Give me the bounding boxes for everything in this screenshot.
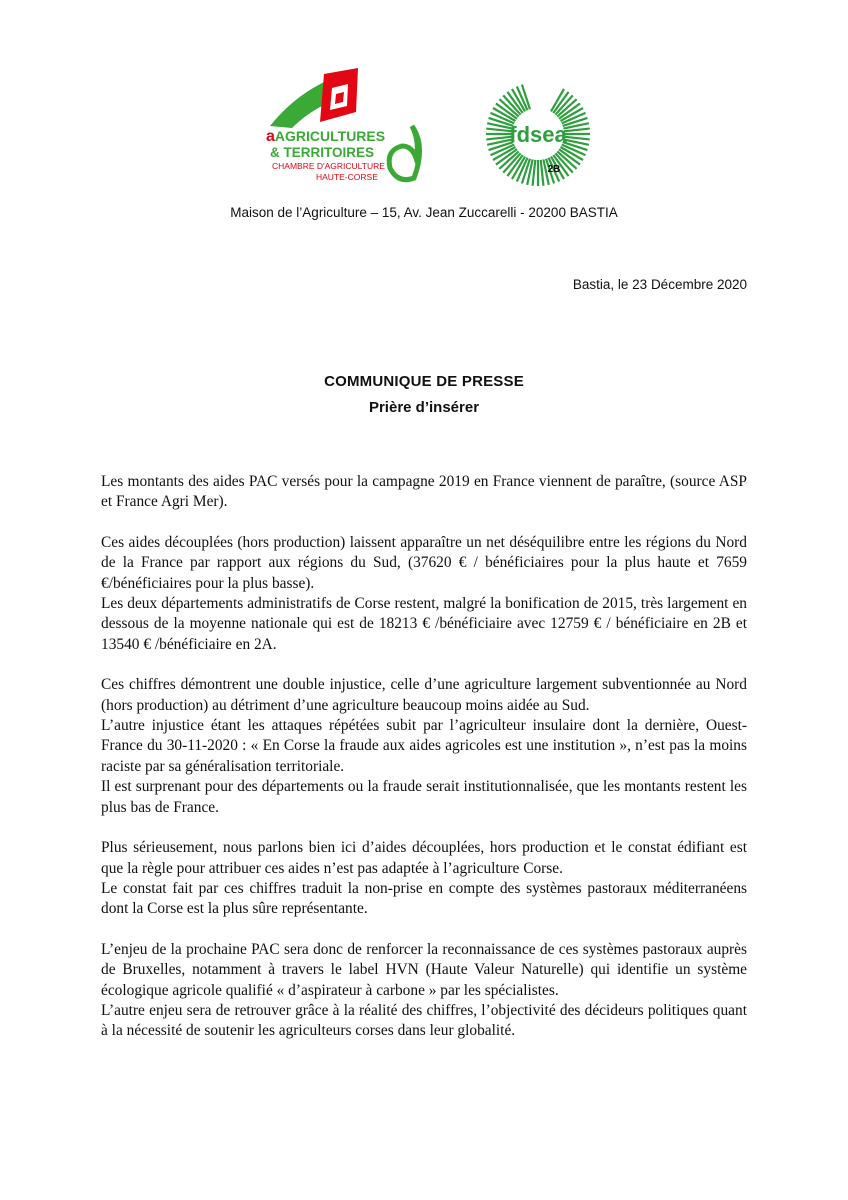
paragraph-line: Ces aides découplées (hors production) laissent apparaître un net déséquilibre entre les régions du Nord de la France par rapport aux régions du Sud, (37620 € / bénéficiaires pour la plus haute et 7659 €/bénéficiaires pour la plus basse). — [101, 533, 747, 592]
paragraph-line: Les deux départements administratifs de Corse restent, malgré la bonification de 2015, très largement en dessous de la moyenne nationale qui est de 18213 € /bénéficiaire avec 12759 € / bénéficiaire en 2B et 13540 € /bénéficiaire en 2A. — [101, 595, 747, 653]
paragraph-line: Ces chiffres démontrent une double injustice, celle d’une agriculture largement subventionnée au Nord (hors production) au détriment d’une agriculture beaucoup moins aidée au Sud. — [101, 676, 747, 714]
paragraph — [101, 472, 747, 513]
paragraph — [101, 838, 747, 920]
page-title: COMMUNIQUE DE PRESSE — [324, 373, 524, 390]
address-line: Maison de l’Agriculture – 15, Av. Jean Zuccarelli - 20200 BASTIA — [230, 205, 618, 220]
paragraph-line: L’enjeu de la prochaine PAC sera donc de renforcer la reconnaissance de ces systèmes pastoraux auprès de Bruxelles, notamment à travers le label HVN (Haute Valeur Naturelle) qui identifie un système écologique agricole qualifié « d’aspirateur à carbone » par les spécialistes. — [101, 940, 747, 999]
svg-text:CHAMBRE D'AGRICULTURE: CHAMBRE D'AGRICULTURE — [272, 161, 385, 171]
svg-text:2B: 2B — [547, 164, 561, 175]
paragraph — [101, 940, 747, 1042]
svg-text:aAGRICULTURES: aAGRICULTURES — [266, 128, 386, 145]
svg-text:fdsea: fdsea — [509, 122, 567, 147]
paragraph-line: Il est surprenant pour des départements ou la fraude serait institutionnalisée, que les montants restent les plus bas de France. — [101, 778, 747, 816]
svg-text:HAUTE-CORSE: HAUTE-CORSE — [316, 172, 378, 182]
paragraph-line: Le constat fait par ces chiffres traduit la non-prise en compte des systèmes pastoraux méditerranéens dont la Corse est la plus sûre représentante. — [101, 879, 747, 918]
title-block — [0, 373, 848, 416]
chambre-agriculture-logo — [262, 66, 432, 188]
svg-text:& TERRITOIRES: & TERRITOIRES — [270, 145, 375, 160]
page-subtitle: Prière d’insérer — [368, 399, 480, 416]
document-date: Bastia, le 23 Décembre 2020 — [572, 277, 747, 292]
paragraph — [101, 533, 747, 655]
paragraph-line: L’autre injustice étant les attaques répétées subit par l’agriculteur insulaire dont la dernière, Ouest-France du 30-11-2020 : « En Corse la fraude aux aides agricoles est une institution », n’est pas la moins raciste par sa généralisation territoriale. — [101, 717, 747, 775]
press-release-body — [101, 472, 747, 1062]
paragraph-line: Les montants des aides PAC versés pour la campagne 2019 en France viennent de paraître, (source ASP et France Agri Mer). — [101, 473, 747, 511]
paragraph — [101, 675, 747, 818]
paragraph-line: L’autre enjeu sera de retrouver grâce à la réalité des chiffres, l’objectivité des décideurs politiques quant à la nécessité de soutenir les agriculteurs corses dans leur globalité. — [101, 1001, 747, 1040]
fdsea-logo — [484, 80, 592, 188]
paragraph-line: Plus sérieusement, nous parlons bien ici d’aides découplées, hors production et le constat édifiant est que la règle pour attribuer ces aides n’est pas adaptée à l’agriculture Corse. — [101, 839, 747, 877]
